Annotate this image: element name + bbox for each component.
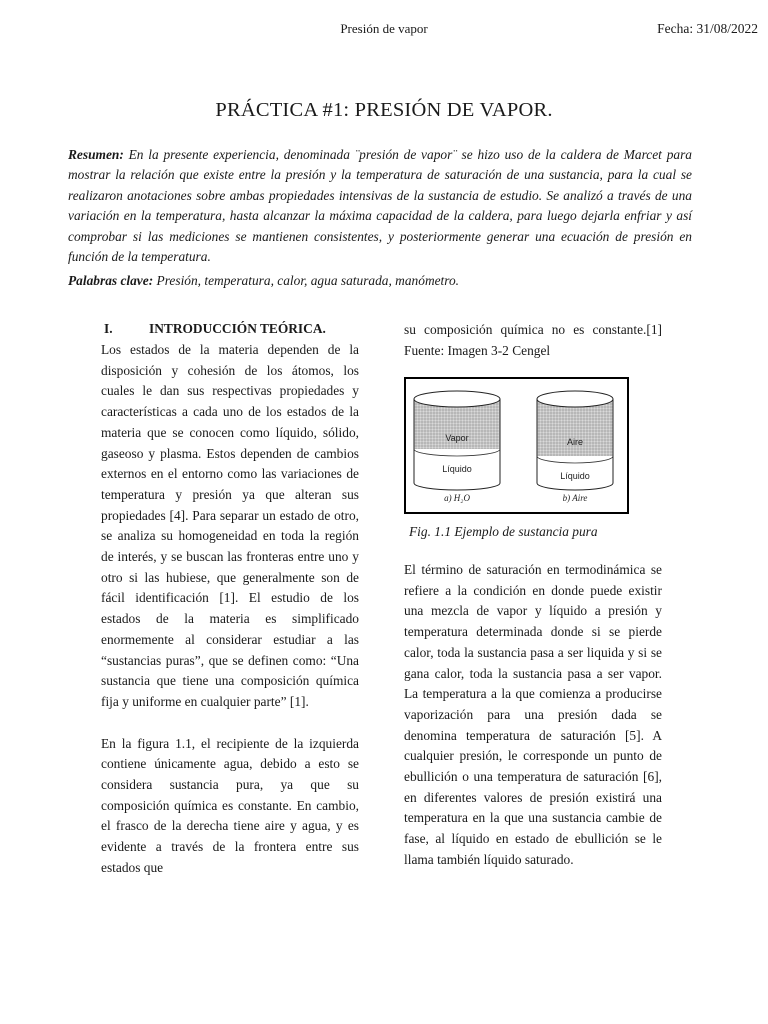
keywords-text: Presión, temperatura, calor, agua saturada, manómetro. xyxy=(156,273,460,288)
running-title: Presión de vapor xyxy=(340,21,428,36)
abstract xyxy=(68,145,692,267)
intro-paragraph-2: En la figura 1.1, el recipiente de la izquierda contiene únicamente agua, debido a esto se considera sustancia pura, ya que su composición química es constante. En cambio, el frasco de la derecha tiene aire y agua, y es evidente a través de la frontera entre sus estados que xyxy=(101,735,359,875)
figure-pure-substance xyxy=(404,377,629,514)
intro-paragraph-1: Los estados de la materia dependen de la disposición y cohesión de los átomos, los cuales le dan sus respectivas propiedades y características a cada uno de los estados de la materia que se conocen como líquido, sólido, gaseoso y plasma. Estos dependen de cambios externos en el entorno como las variaciones de temperatura y presión ya que alteran sus propiedades [4]. Para separar un estado de otro, se analiza su homogeneidad en toda la región de interés, y se buscan las fronteras entre uno y otro si las hubiese, que generalmente son de fácil identificación [1]. El estudio de los estados de la materia es simplificado enormemente al considerar estudiar a las “sustancias puras”, que se definen como: “Una sustancia que tiene una composición química fija y uniforme en cualquier parte” [1]. xyxy=(101,342,359,709)
abstract-label: Resumen: xyxy=(68,147,124,162)
keywords xyxy=(68,273,692,289)
paper-title: PRÁCTICA #1: PRESIÓN DE VAPOR. xyxy=(215,99,553,121)
section-title: INTRODUCCIÓN TEÓRICA. xyxy=(149,321,326,336)
keywords-label: Palabras clave: xyxy=(68,273,154,288)
figure-drawing xyxy=(406,379,627,512)
section-number: I. xyxy=(104,321,113,336)
saturation-paragraph: El término de saturación en termodinámica se refiere a la condición en donde puede existir una mezcla de vapor y líquido a presión y temperatura determinada donde si se pierde calor, toda la sustancia pasa a ser liquida y si se gana calor, toda la sustancia pasa a ser vapor. La temperatura a la que comienza a producirse vaporización para una presión dada se denomina temperatura de saturación [5]. A cualquier presión, le corresponde un punto de ebullición o una temperatura de saturación [6], en diferentes valores de presión existirá una temperatura en la que una sustancia cambie de fase, al líquido en estado de ebullición se le llama también líquido saturado. xyxy=(404,562,662,867)
right-column-top xyxy=(404,320,662,361)
label-liquido-left: Líquido xyxy=(442,464,472,474)
label-aire-caption: b) Aire xyxy=(562,493,588,503)
header-date: Fecha: 31/08/2022 xyxy=(657,21,758,36)
label-h2o: a) H₂O xyxy=(444,493,470,503)
label-aire: Aire xyxy=(566,437,584,447)
label-vapor: Vapor xyxy=(445,433,469,443)
intro-paragraph-2-continued: su composición química no es constante.[1] Fuente: Imagen 3-2 Cengel xyxy=(404,322,662,358)
left-column xyxy=(101,340,359,879)
section-heading xyxy=(104,321,326,337)
abstract-text: En la presente experiencia, denominada ¨presión de vapor¨ se hizo uso de la caldera de Marcet para mostrar la relación que existe entre la presión y la temperatura de saturación de una sustancia, para la cual se realizaron anotaciones sobre ambas propiedades intensivas de la sustancia de estudio. Se analizó a través de una variación en la temperatura, hasta alcanzar la máxima capacidad de la caldera, para luego dejarla enfriar y así comprobar si las mediciones se mantienen consistentes, y posteriormente generar una ecuación de presión en función de la temperatura. xyxy=(68,147,692,265)
figure-caption: Fig. 1.1 Ejemplo de sustancia pura xyxy=(409,524,598,539)
label-liquido-right: Líquido xyxy=(560,471,590,481)
right-column-bottom xyxy=(404,560,662,871)
